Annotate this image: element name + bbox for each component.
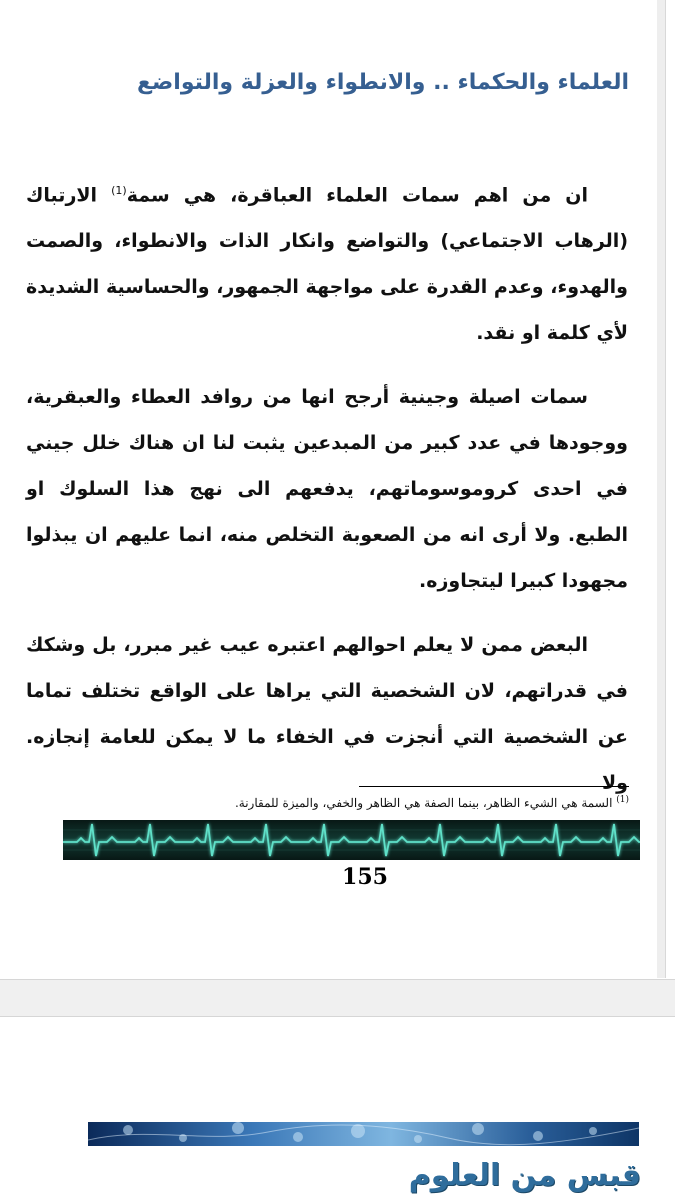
ecg-heartbeat-banner	[63, 820, 640, 860]
paragraph-3: البعض ممن لا يعلم احوالهم اعتبره عيب غير مبرر، بل وشكك في قدراتهم، لان الشخصية التي يراها على الواقع تختلف تماما عن الشخصية التي أنجزت في الخفاء ما لا يمكن للعامة إنجازه. ولا	[26, 634, 628, 795]
footnote-separator	[359, 786, 629, 787]
paragraph-1	[26, 168, 628, 356]
next-page-header-image	[88, 1122, 639, 1146]
page-title: العلماء والحكماء .. والانطواء والعزلة والتواضع	[137, 70, 629, 95]
footnote	[25, 795, 629, 810]
scrollbar-track[interactable]	[657, 0, 665, 978]
page-number: 155	[342, 864, 388, 890]
footnote-text: السمة هي الشيء الظاهر، بينما الصفة هي الظاهر والخفي، والميزة للمقارنة.	[234, 796, 617, 810]
paragraph-2: سمات اصيلة وجينية أرجح انها من روافد العطاء والعبقرية، ووجودها في عدد كبير من المبدعين يثبت لنا ان هناك خلل جيني في احدى كروموسوماتهم، يدفعهم الى نهج هذا السلوك او الطبع. ولا أرى انه من الصعوبة التخلص منه، انما عليهم ان يبذلوا مجهودا كبيرا ليتجاوزه.	[26, 386, 628, 593]
next-page-title: قبس من العلوم	[408, 1158, 641, 1193]
footnote-mark: (1)	[616, 795, 629, 805]
footnote-reference[interactable]: (1)	[111, 184, 127, 197]
body-text	[26, 168, 628, 824]
paragraph-1-end: الارتباك (الرهاب الاجتماعي) والتواضع وانكار الذات والانطواء، والصمت والهدوء، وعدم القدرة على مواجهة الجمهور، والحساسية الشديدة لأي كلمة او نقد.	[26, 184, 628, 345]
page-separator	[0, 979, 675, 1017]
paragraph-1-start: ان من اهم سمات العلماء العباقرة، هي سمة	[126, 184, 589, 207]
